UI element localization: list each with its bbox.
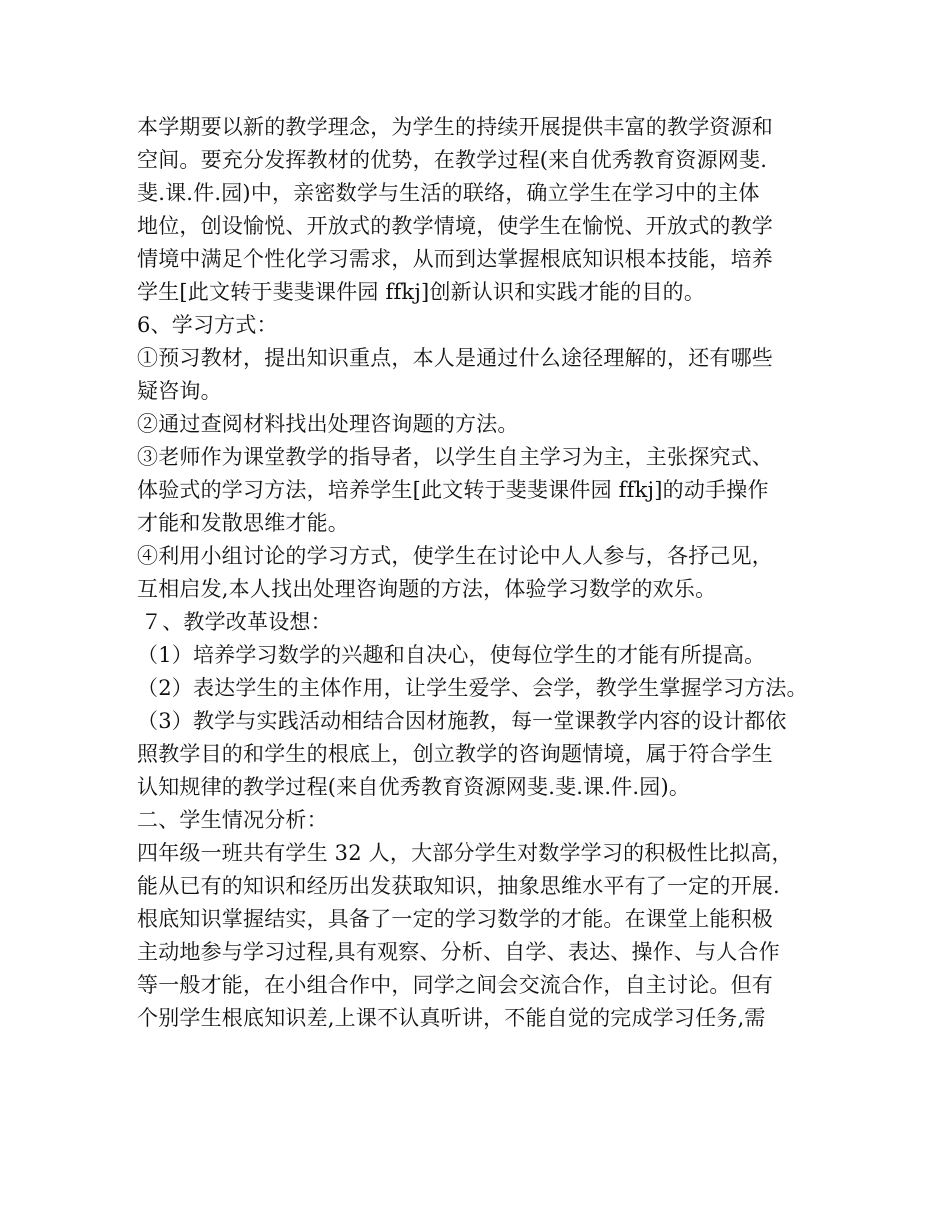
list-item: （2）表达学生的主体作用，让学生爱学、会学，教学生掌握学习方法。: [137, 676, 808, 700]
list-item: ④利用小组讨论的学习方式，使学生在讨论中人人参与，各抒己见，: [137, 544, 773, 568]
text-line: 主动地参与学习过程,具有观察、分析、自学、表达、操作、与人合作: [137, 940, 780, 964]
text-line: 个别学生根底知识差,上课不认真听讲，不能自觉的完成学习任务,需: [137, 1006, 766, 1030]
text-line: 情境中满足个性化学习需求，从而到达掌握根底知识根本技能，培养: [137, 247, 773, 271]
text-line: 才能和发散思维才能。: [137, 511, 349, 535]
text-line: 等一般才能，在小组合作中，同学之间会交流合作，自主讨论。但有: [137, 973, 773, 997]
text-line: 空间。要充分发挥教材的优势，在教学过程(来自优秀教育资源网斐.: [137, 148, 768, 172]
text-line: 本学期要以新的教学理念，为学生的持续开展提供丰富的教学资源和: [137, 115, 773, 139]
document-body: [137, 111, 817, 1035]
text-line: 斐.课.件.园)中，亲密数学与生活的联络，确立学生在学习中的主体: [137, 181, 760, 205]
text-line: 地位，创设愉悦、开放式的教学情境，使学生在愉悦、开放式的教学: [137, 214, 773, 238]
list-item: ②通过查阅材料找出处理咨询题的方法。: [137, 412, 519, 436]
text-line: 疑咨询。: [137, 379, 222, 403]
text-line: 学生[此文转于斐斐课件园 ffkj]创新认识和实践才能的目的。: [137, 280, 706, 304]
text-line: 互相启发,本人找出处理咨询题的方法，体验学习数学的欢乐。: [137, 577, 717, 601]
section-heading: 二、学生情况分析：: [137, 808, 328, 832]
section-heading: 6、学习方式：: [137, 313, 278, 337]
text-line: 体验式的学习方法，培养学生[此文转于斐斐课件园 ffkj]的动手操作: [137, 478, 769, 502]
list-item: （1）培养学习数学的兴趣和自决心，使每位学生的才能有所提高。: [137, 643, 766, 667]
text-line: 能从已有的知识和经历出发获取知识，抽象思维水平有了一定的开展.: [137, 874, 780, 898]
text-line: 照教学目的和学生的根底上，创立教学的咨询题情境，属于符合学生: [137, 742, 773, 766]
list-item: （3）教学与实践活动相结合因材施教，每一堂课教学内容的设计都依: [137, 709, 787, 733]
list-item: ①预习教材，提出知识重点，本人是通过什么途径理解的，还有哪些: [137, 346, 773, 370]
text-line: 认知规律的教学过程(来自优秀教育资源网斐.斐.课.件.园)。: [137, 775, 691, 799]
list-item: ③老师作为课堂教学的指导者，以学生自主学习为主，主张探究式、: [137, 445, 773, 469]
text-line: 四年级一班共有学生 32 人，大部分学生对数学学习的积极性比拟高，: [137, 841, 793, 865]
text-line: 根底知识掌握结实，具备了一定的学习数学的才能。在课堂上能积极: [137, 907, 773, 931]
section-heading: ７、教学改革设想：: [141, 610, 332, 634]
